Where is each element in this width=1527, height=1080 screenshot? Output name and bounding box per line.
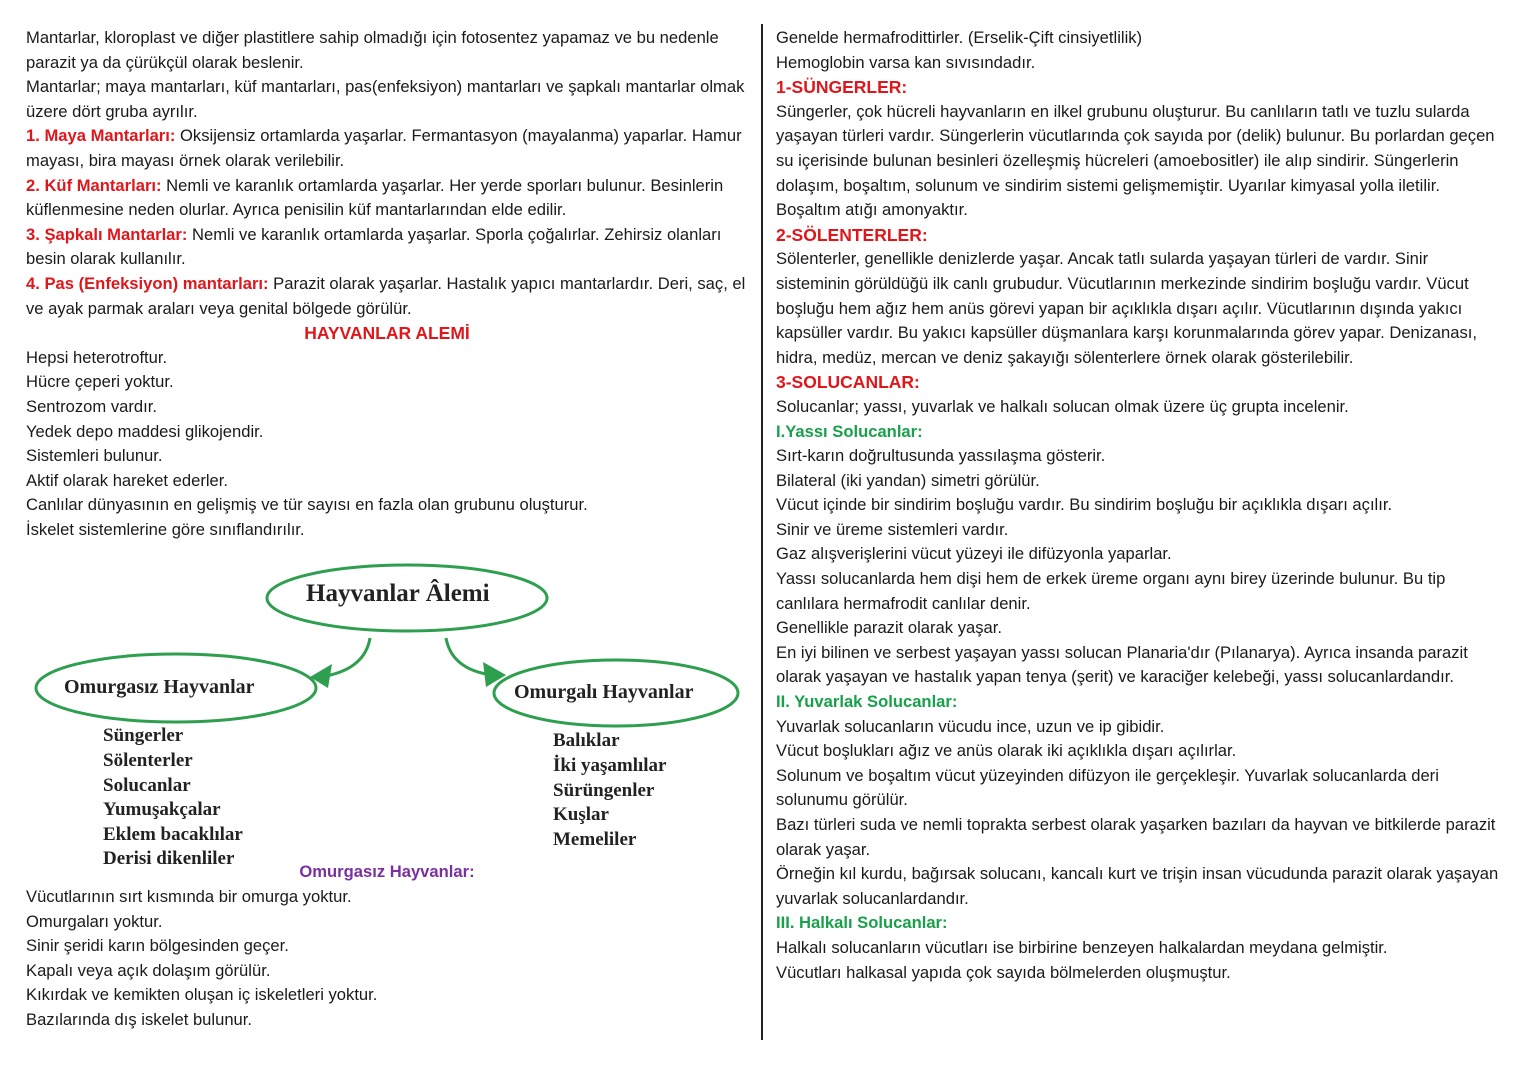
hemoglobin-line: Hemoglobin varsa kan sıvısındadır. <box>776 52 1036 72</box>
right-node-label: Omurgalı Hayvanlar <box>514 681 694 704</box>
flatworm-line: Bilateral (iki yandan) simetri görülür. <box>776 470 1040 490</box>
left-arrow-shaft <box>326 638 370 676</box>
invert-fact: Omurgaları yoktur. <box>26 911 163 931</box>
animal-fact: Canlılar dünyasının en gelişmiş ve tür sayısı en fazla olan grubunu oluşturur. <box>26 495 588 515</box>
list-item: İki yaşamlılar <box>553 755 667 777</box>
roundworm-line: Vücut boşlukları ağız ve anüs olarak iki açıklıkla dışarı açılırlar. <box>776 741 1237 761</box>
coelenterates-heading: 2-SÖLENTERLER: <box>776 224 928 245</box>
fungi-cap <box>26 223 748 272</box>
right-column <box>776 26 1506 985</box>
fungi-mold-title: 2. Küf Mantarları: <box>26 175 162 195</box>
animal-fact: Hücre çeperi yoktur. <box>26 372 174 392</box>
worms-text: Solucanlar; yassı, yuvarlak ve halkalı solucan olmak üzere üç grupta incelenir. <box>776 396 1349 416</box>
hermaphrodite-line: Genelde hermafrodittirler. (Erselik-Çift cinsiyetlilik) <box>776 28 1143 47</box>
list-item: Sölenterler <box>103 750 193 772</box>
list-item: Balıklar <box>553 730 620 752</box>
invert-fact: Kapalı veya açık dolaşım görülür. <box>26 960 271 980</box>
list-item: Süngerler <box>103 725 184 747</box>
fungi-rust-text: Parazit olarak yaşarlar. Hastalık yapıcı mantarlardır. Deri, saç, el ve ayak parmak araları veya genital bölgede görülür. <box>26 273 746 318</box>
list-item: Eklem bacaklılar <box>103 823 243 845</box>
flatworm-line: Vücut içinde bir sindirim boşluğu vardır. Bu sindirim boşluğu bir açıklıkla dışarı açılır. <box>776 495 1393 515</box>
fungi-groups: Mantarlar; maya mantarları, küf mantarları, pas(enfeksiyon) mantarları ve şapkalı mantarlar olmak üzere dört gruba ayrılır. <box>26 77 745 121</box>
column-divider <box>761 24 763 1040</box>
flatworm-line: Sinir ve üreme sistemleri vardır. <box>776 519 1009 539</box>
left-node-label: Omurgasız Hayvanlar <box>64 676 255 699</box>
roundworm-line: Bazı türleri suda ve nemli toprakta serbest olarak yaşarken bazıları da hayvan ve bitkilerde parazit olarak yaşar. <box>776 815 1496 859</box>
roundworms-heading: II. Yuvarlak Solucanlar: <box>776 692 958 712</box>
worms-heading: 3-SOLUCANLAR: <box>776 372 920 393</box>
vertebrate-list <box>553 729 666 852</box>
fungi-yeast <box>26 124 748 173</box>
roundworm-line: Yuvarlak solucanların vücudu ince, uzun ve ip gibidir. <box>776 716 1165 736</box>
list-item: Memeliler <box>553 828 637 850</box>
fungi-cap-title: 3. Şapkalı Mantarlar: <box>26 224 188 244</box>
ringed-worm-line: Halkalı solucanların vücutları ise birbirine benzeyen halkalardan meydana gelmiştir. <box>776 937 1388 957</box>
flatworm-line: Sırt-karın doğrultusunda yassılaşma gösterir. <box>776 446 1106 466</box>
fungi-cap-text: Nemli ve karanlık ortamlarda yaşarlar. Sporla çoğalırlar. Zehirsiz olanları besin olarak kullanılır. <box>26 224 722 269</box>
ringed-worm-line: Vücutları halkasal yapıda çok sayıda bölmelerden oluşmuştur. <box>776 962 1231 982</box>
invert-fact: Vücutlarının sırt kısmında bir omurga yoktur. <box>26 887 352 907</box>
animal-fact: İskelet sistemlerine göre sınıflandırılır. <box>26 519 305 539</box>
animal-fact: Sentrozom vardır. <box>26 396 157 416</box>
list-item: Derisi dikenliler <box>103 848 235 870</box>
flatworm-line: Yassı solucanlarda hem dişi hem de erkek üreme organı aynı birey üzerinde bulunur. Bu tip canlılara hermafrodit canlılar denir. <box>776 569 1446 613</box>
list-item: Yumuşakçalar <box>103 799 221 821</box>
roundworm-line: Solunum ve boşaltım vücut yüzeyinden difüzyon ile gerçekleşir. Yuvarlak solucanlarda deri solunumu görülür. <box>776 765 1439 810</box>
flatworm-line: En iyi bilinen ve serbest yaşayan yassı solucan Planaria'dır (Pılanarya). Ayrıca insanda parazit olarak yaşayan ve hastalık yapan tenya (şerit) ve karaciğer kelebeği, yassı solucanlardandır. <box>776 642 1468 687</box>
animal-kingdom-diagram <box>26 542 748 870</box>
fungi-rust <box>26 272 748 321</box>
flatworm-line: Genellikle parazit olarak yaşar. <box>776 618 1002 638</box>
animal-fact: Sistemleri bulunur. <box>26 446 163 466</box>
invert-fact: Kıkırdak ve kemikten oluşan iç iskeletleri yoktur. <box>26 985 378 1005</box>
fungi-yeast-text: Oksijensiz ortamlarda yaşarlar. Fermantasyon (mayalanma) yaparlar. Hamur mayası, bira mayası örnek olarak verilebilir. <box>26 126 742 170</box>
invertebrate-list <box>103 724 243 872</box>
left-column <box>26 26 748 1033</box>
sponges-heading: 1-SÜNGERLER: <box>776 77 908 98</box>
flatworm-line: Gaz alışverişlerini vücut yüzeyi ile difüzyonla yaparlar. <box>776 544 1172 564</box>
list-item: Sürüngenler <box>553 779 655 801</box>
right-arrow-shaft <box>446 638 486 674</box>
animals-heading: HAYVANLAR ALEMİ <box>304 323 470 344</box>
invert-fact: Bazılarında dış iskelet bulunur. <box>26 1010 252 1030</box>
fungi-intro: Mantarlar, kloroplast ve diğer plastitlere sahip olmadığı için fotosentez yapamaz ve bu nedenle parazit ya da çürükçül olarak beslenir. <box>26 28 719 72</box>
coelenterates-text: Sölenterler, genellikle denizlerde yaşar. Ancak tatlı sularda yaşayan türleri de vardır. Sinir sisteminin görüldüğü ilk canlı grubudur. Vücutlarının merkezinde sindirim boşluğu vardır. Vücut boşluğu hem ağız hem anüs görevi yapan bir açıklıkla dışarı açılır. Vücutlarının dışında yakıcı kapsüller vardır. Bu yakıcı kapsüller düşmanlara karşı korunmalarında görev yapar. Denizanası, hidra, medüz, mercan ve deniz şakayığı sölenterlere örnek olarak gösterilebilir. <box>776 249 1477 367</box>
fungi-mold <box>26 174 748 223</box>
ringed-worms-heading: III. Halkalı Solucanlar: <box>776 913 948 933</box>
roundworm-line: Örneğin kıl kurdu, bağırsak solucanı, kancalı kurt ve trişin insan vücudunda parazit olarak yaşayan yuvarlak solucanlardandır. <box>776 864 1499 908</box>
root-label: Hayvanlar Âlemi <box>306 580 490 608</box>
animal-fact: Hepsi heterotroftur. <box>26 347 168 367</box>
list-item: Solucanlar <box>103 774 191 796</box>
sponges-text: Süngerler, çok hücreli hayvanların en ilkel grubunu oluşturur. Bu canlıların tatlı ve tuzlu sularda yaşayan türleri vardır. Süngerlerin vücutlarında çok sayıda por (delik) bulunur. Bu porlardan geçen su içerisinde bulunan besinleri özelleşmiş hücreleri (amoebositler) ile alıp sindirir. Süngerlerin dolaşım, boşaltım, solunum ve sindirim sistemi gelişmemiştir. Uyarılar kimyasal yolla iletilir. Boşaltım atığı amonyaktır. <box>776 101 1495 220</box>
invertebrate-heading: Omurgasız Hayvanlar: <box>299 862 475 882</box>
fungi-rust-title: 4. Pas (Enfeksiyon) mantarları: <box>26 273 269 293</box>
animal-fact: Aktif olarak hareket ederler. <box>26 470 228 490</box>
invert-fact: Sinir şeridi karın bölgesinden geçer. <box>26 936 289 956</box>
animal-fact: Yedek depo maddesi glikojendir. <box>26 421 264 441</box>
fungi-mold-text: Nemli ve karanlık ortamlarda yaşarlar. Her yerde sporları bulunur. Besinlerin küflenmesine neden olurlar. Ayrıca penisilin küf mantarlarından elde edilir. <box>26 175 724 220</box>
flatworms-heading: I.Yassı Solucanlar: <box>776 421 923 441</box>
list-item: Kuşlar <box>553 804 609 826</box>
fungi-yeast-title: 1. Maya Mantarları: <box>26 126 176 146</box>
